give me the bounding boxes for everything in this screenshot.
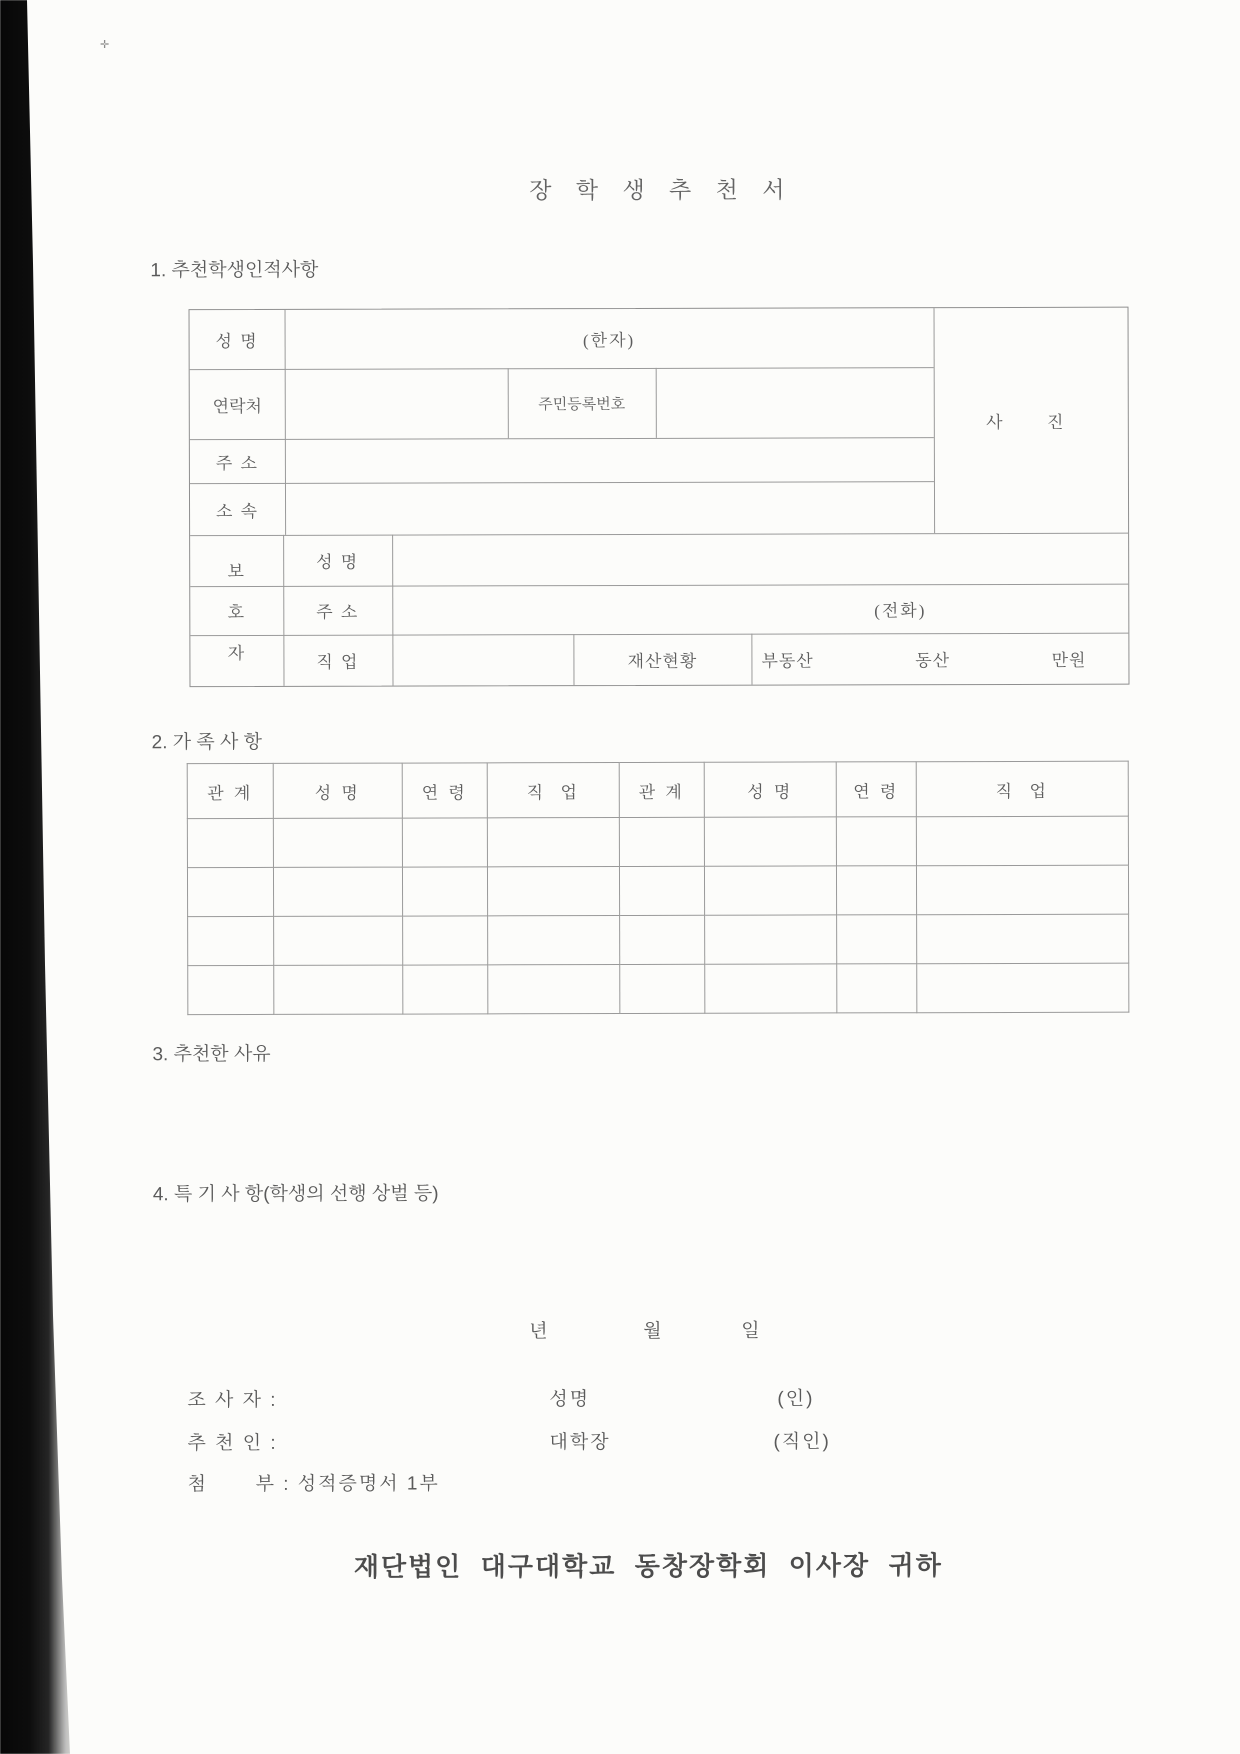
family-cell: [274, 965, 403, 1014]
family-header: 관 계: [187, 763, 273, 818]
family-cell: [620, 915, 705, 964]
family-header: 성 명: [704, 762, 836, 817]
family-header: 성 명: [273, 763, 402, 818]
family-cell: [488, 965, 620, 1014]
family-cell: [487, 818, 619, 867]
section2-heading: 2. 가 족 사 항: [151, 731, 263, 754]
hanja-label: (한자): [582, 330, 636, 351]
guardian-char: 자: [227, 643, 247, 664]
family-cell: [402, 867, 487, 916]
family-cell: [705, 964, 837, 1013]
family-cell: [188, 916, 274, 965]
address-label: 주 소: [215, 453, 259, 473]
investigator-seal-label: (인): [777, 1388, 815, 1410]
property-status-label: 재산현황: [627, 651, 698, 671]
family-row: [188, 963, 1129, 1014]
family-cell: [274, 916, 403, 965]
family-header: 관 계: [619, 762, 704, 817]
resident-id-label: 주민등록번호: [538, 396, 626, 413]
family-cell: [916, 865, 1128, 915]
guardian-phone-label: (전화): [874, 601, 927, 621]
family-header: 연 령: [836, 762, 916, 817]
recommender-seal-label: (직인): [773, 1431, 831, 1453]
guardian-address-label: 주 소: [316, 602, 360, 622]
family-row: [187, 816, 1128, 867]
family-cell: [188, 965, 274, 1014]
family-cell: [187, 818, 273, 867]
section3-heading: 3. 추천한 사유: [152, 1043, 271, 1066]
family-header: 연 령: [402, 763, 487, 818]
attachment-label-rest: 부 : 성적증명서 1부: [255, 1473, 440, 1495]
family-cell: [836, 817, 916, 866]
date-year-label: 년: [529, 1321, 550, 1343]
student-name-label: 성 명: [215, 331, 259, 352]
family-cell: [187, 867, 273, 916]
investigator-name-label: 성명: [549, 1389, 591, 1411]
family-cell: [273, 867, 402, 916]
family-cell: [917, 963, 1129, 1013]
currency-unit-label: 만원: [1051, 650, 1087, 670]
page-title: 장 학 생 추 천 서: [529, 176, 794, 204]
family-cell: [837, 915, 917, 964]
affiliation-label: 소 속: [215, 501, 260, 521]
recommender-label: 추 천 인 :: [187, 1432, 278, 1455]
family-cell: [619, 866, 704, 915]
family-header-row: [187, 761, 1128, 818]
guardian-char: 호: [227, 602, 247, 623]
guardian-name-label: 성 명: [316, 552, 360, 572]
assets-row: [751, 633, 1128, 685]
family-cell: [916, 816, 1128, 866]
personal-info-table: [189, 307, 1130, 687]
family-row: [187, 865, 1128, 916]
family-cell: [273, 818, 402, 867]
family-cell: [837, 964, 917, 1013]
guardian-label: [190, 535, 283, 686]
recommender-name-label: 대학장: [549, 1432, 611, 1454]
family-cell: [488, 916, 620, 965]
section4-heading: 4. 특 기 사 항(학생의 선행 상벌 등): [152, 1183, 439, 1206]
family-cell: [487, 867, 619, 916]
real-estate-label: 부동산: [761, 651, 814, 671]
family-cell: [403, 965, 488, 1014]
family-cell: [704, 817, 836, 866]
family-row: [188, 914, 1129, 965]
contact-label: 연락처: [212, 396, 262, 416]
recipient-line: 재단법인 대구대학교 동창장학회 이사장 귀하: [353, 1550, 943, 1582]
family-cell: [403, 916, 488, 965]
table-line: [190, 481, 934, 484]
family-cell: [836, 866, 916, 915]
guardian-job-label: 직 업: [316, 652, 360, 672]
photo-box-label: 사 진: [986, 412, 1076, 433]
section1-heading: 1. 추천학생인적사항: [150, 259, 319, 282]
family-cell: [402, 818, 487, 867]
guardian-char: 보: [227, 561, 246, 582]
family-cell: [620, 964, 705, 1013]
family-cell: [705, 915, 837, 964]
family-header: 직 업: [916, 761, 1128, 817]
family-header: 직 업: [487, 763, 619, 818]
movables-label: 동산: [915, 651, 951, 671]
date-month-label: 월: [643, 1320, 664, 1342]
scan-artifact-icon: ✛: [100, 39, 110, 51]
table-line: [656, 368, 657, 438]
investigator-label: 조 사 자 :: [187, 1389, 278, 1412]
family-cell: [704, 866, 836, 915]
date-day-label: 일: [741, 1320, 762, 1342]
attachment-label-first: 첨: [187, 1474, 208, 1496]
family-table: [187, 761, 1130, 1015]
family-cell: [619, 817, 704, 866]
family-cell: [917, 914, 1129, 964]
